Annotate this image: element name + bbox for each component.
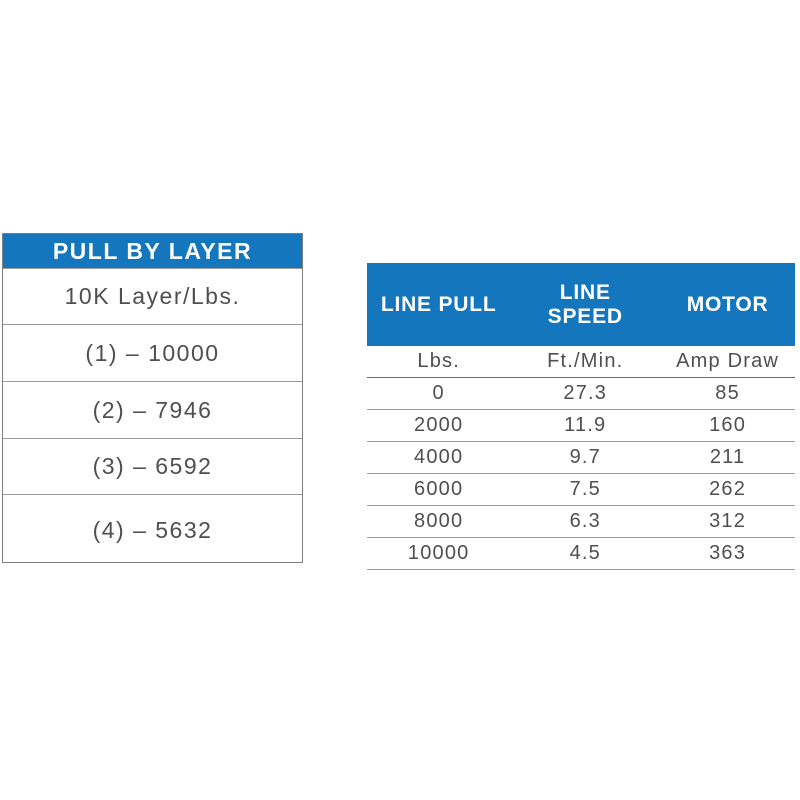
cell-amp-draw: 262 — [709, 478, 747, 500]
cell-line-pull: 8000 — [414, 510, 464, 532]
cell-amp-draw: 85 — [715, 382, 740, 404]
table-row — [367, 442, 795, 474]
cell-line-speed: 9.7 — [569, 446, 601, 468]
cell-line-pull: 4000 — [414, 446, 464, 468]
table-row — [367, 378, 795, 410]
performance-table-header — [367, 263, 795, 346]
column-header-label: LINE SPEED — [547, 280, 623, 328]
cell-line-speed: 27.3 — [563, 382, 608, 404]
cell-line-speed: 11.9 — [564, 414, 607, 436]
pull-by-layer-table — [2, 233, 303, 563]
cell-line-pull: 10000 — [407, 542, 470, 564]
cell-line-speed: 4.5 — [569, 542, 601, 564]
cell-line-speed: 7.5 — [569, 478, 601, 500]
table-row: (4) – 5632 — [3, 494, 302, 564]
cell-line-speed: 6.3 — [569, 510, 601, 532]
column-header-line-pull — [367, 263, 510, 346]
column-header-motor — [660, 263, 795, 346]
pull-by-layer-unit-row: 10K Layer/Lbs. — [3, 268, 302, 324]
cell-amp-draw: 363 — [709, 542, 747, 564]
table-row: (2) – 7946 — [3, 381, 302, 438]
cell-amp-draw: 312 — [709, 510, 747, 532]
table-row — [367, 410, 795, 442]
unit-lbs: Lbs. — [417, 350, 460, 372]
column-header-label: MOTOR — [686, 292, 769, 316]
pull-by-layer-title: PULL BY LAYER — [3, 234, 302, 268]
cell-amp-draw: 211 — [709, 446, 746, 468]
cell-line-pull: 2000 — [414, 414, 464, 436]
units-row — [367, 346, 795, 378]
table-row — [367, 474, 795, 506]
table-row: (3) – 6592 — [3, 438, 302, 494]
column-header-line-speed — [510, 263, 660, 346]
cell-line-pull: 6000 — [414, 478, 464, 500]
table-row: (1) – 10000 — [3, 324, 302, 381]
unit-amp-draw: Amp Draw — [676, 350, 780, 372]
line-pull-performance-table — [367, 263, 795, 570]
column-header-label: LINE PULL — [380, 292, 497, 316]
table-row — [367, 538, 795, 570]
cell-line-pull: 0 — [432, 382, 445, 404]
unit-ft-min: Ft./Min. — [547, 350, 624, 372]
cell-amp-draw: 160 — [709, 414, 747, 436]
table-row — [367, 506, 795, 538]
